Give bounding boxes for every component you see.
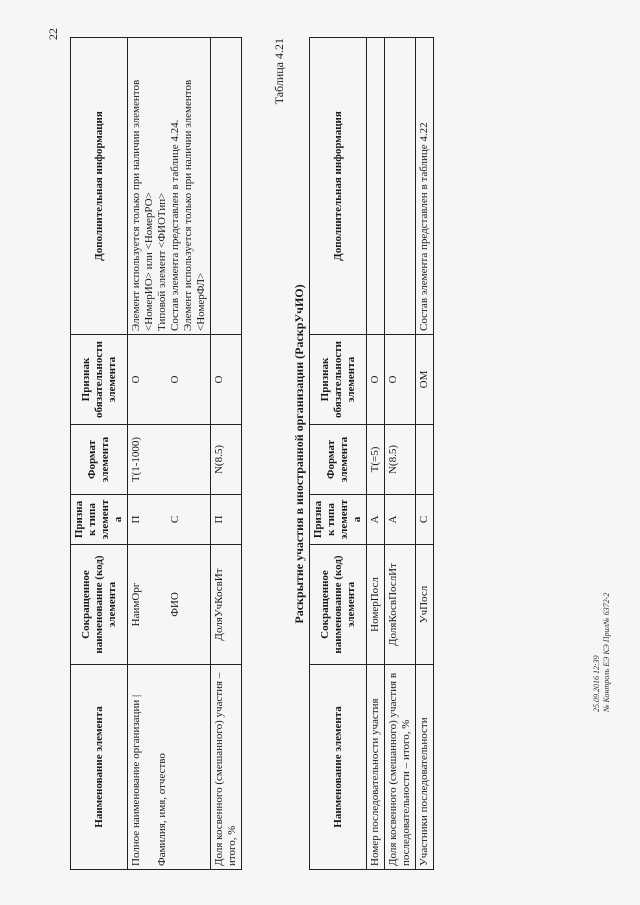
table-row: [128, 38, 211, 870]
header-element-required: Признак обязательности элемента: [310, 335, 367, 425]
cell-element-format: N(8.5): [385, 425, 416, 495]
table-row: [367, 38, 385, 870]
cell-element-format: T(=5): [367, 425, 385, 495]
cell-element-required: О О: [128, 335, 211, 425]
table-header-row: [310, 38, 367, 870]
header-additional-info: Дополнительная информация: [310, 38, 367, 335]
cell-element-required: О: [367, 335, 385, 425]
cell-additional-info: Состав элемента представлен в таблице 4.22: [416, 38, 434, 335]
cell-additional-info: [211, 38, 242, 335]
table-header-row: [71, 38, 128, 870]
stamp-line-2: № Контроль ЕЭ КЭ Прил№ 6372-2: [602, 592, 611, 712]
document-stamp: [592, 593, 612, 712]
stamp-line-1: 25.09.2016 12:39: [592, 655, 601, 712]
header-element-name: Наименование элемента: [71, 665, 128, 870]
cell-additional-info: Элемент используется только при наличии элементов <НомерИО> или <НомерРО> Типовой элемент <ФИОТип> Состав элемента представлен в таблице 4.24. Элемент используется только при наличии элементов <НомерФЛ>: [128, 38, 211, 335]
cell-element-type: А: [367, 495, 385, 545]
cell-element-required: О: [385, 335, 416, 425]
header-element-format: Формат элемента: [71, 425, 128, 495]
header-additional-info: Дополнительная информация: [71, 38, 128, 335]
page-number: 22: [46, 28, 60, 40]
table-row: [211, 38, 242, 870]
table-4-21: [309, 37, 434, 870]
header-element-type: Признак типа элемента: [71, 495, 128, 545]
header-element-name: Наименование элемента: [310, 665, 367, 870]
cell-element-required: ОМ: [416, 335, 434, 425]
cell-element-name: Доля косвенного (смешанного) участия в последовательности – итого, %: [385, 665, 416, 870]
cell-additional-info: [385, 38, 416, 335]
cell-element-format: [416, 425, 434, 495]
cell-element-code: ДоляКосвПослИт: [385, 545, 416, 665]
cell-element-name: Участники последовательности: [416, 665, 434, 870]
header-element-code: Сокращенное наименование (код) элемента: [71, 545, 128, 665]
cell-element-code: ДоляУчКосвИт: [211, 545, 242, 665]
cell-additional-info: [367, 38, 385, 335]
cell-element-name: Полное наименование организации | Фамилия, имя, отчество: [128, 665, 211, 870]
cell-element-name: Доля косвенного (смешанного) участия – итого, %: [211, 665, 242, 870]
cell-element-type: А: [385, 495, 416, 545]
cell-element-name: Номер последовательности участия: [367, 665, 385, 870]
table-title: Раскрытие участия в иностранной организации (РаскрУчИО): [292, 284, 306, 624]
header-element-format: Формат элемента: [310, 425, 367, 495]
table-row: [385, 38, 416, 870]
cell-element-code: НаимОрг ФИО: [128, 545, 211, 665]
table-number: Таблица 4.21: [272, 38, 286, 105]
header-element-code: Сокращенное наименование (код) элемента: [310, 545, 367, 665]
header-element-required: Признак обязательности элемента: [71, 335, 128, 425]
cell-element-required: О: [211, 335, 242, 425]
cell-element-type: П: [211, 495, 242, 545]
table-caption-row: [272, 38, 290, 870]
table-continuation: [70, 37, 242, 870]
cell-element-format: N(8.5): [211, 425, 242, 495]
cell-element-type: П С: [128, 495, 211, 545]
cell-element-code: НомерПосл: [367, 545, 385, 665]
cell-element-type: С: [416, 495, 434, 545]
rotated-page-content: [70, 38, 434, 870]
header-element-type: Признак типа элемента: [310, 495, 367, 545]
table-row: [416, 38, 434, 870]
cell-element-code: УчПосл: [416, 545, 434, 665]
cell-element-format: T(1-1000): [128, 425, 211, 495]
